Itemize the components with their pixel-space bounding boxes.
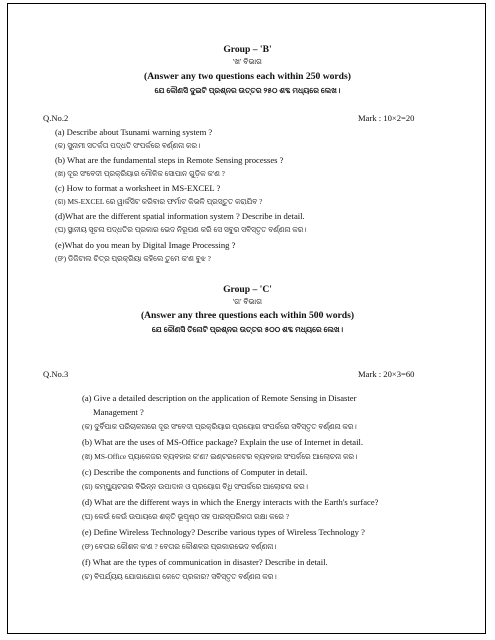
q3b-english: (b) What are the uses of MS-Office package? Explain the use of Internet in detail.: [82, 437, 364, 447]
group-b-instruction: (Answer any two questions each within 250 words): [144, 71, 351, 82]
q3d-odia: (ଘ) କେଉଁ କେଉଁ ଉପାୟରେ ଶକ୍ତି ଭୂପୃଷ୍ଠ ସହ ପାରସ୍ପରିକତା ରକ୍ଷା କରେ ?: [82, 512, 290, 521]
q3a-english: (a) Give a detailed description on the application of Remote Sensing in Disaster: [82, 393, 357, 403]
group-b-title: Group – 'B': [223, 44, 272, 55]
q2-mark: Mark : 10×2=20: [358, 113, 415, 123]
q3b-odia: (ଖ) MS-Office ପ୍ୟାକେଜର ବ୍ୟବହାର କ'ଣ? ଇଣ୍ଟରନେଟର ବ୍ୟବହାର ସଂପର୍କରେ ଆଲୋଚନା କର।: [82, 452, 358, 461]
q3c-english: (c) Describe the components and functions of Computer in detail.: [82, 467, 308, 477]
q3-number: Q.No.3: [43, 369, 69, 379]
q2c-odia: (ଗ) MS-EXCEL ରେ ୱାର୍କସିଟ କରିବାର ଫର୍ମାଟ କିଭଳି ପ୍ରସ୍ତୁତ କରାଯିବ ?: [55, 197, 263, 206]
group-c-title: Group – 'C': [223, 284, 272, 295]
q3e-odia: (ଙ) ବେତାର କୌଶଳ କ'ଣ ? ବେତାର କୌଶଳର ପ୍ରକାରଭେଦ ବର୍ଣ୍ଣନା।: [82, 542, 277, 551]
q3e-english: (e) Define Wireless Technology? Describe various types of Wireless Technology ?: [82, 527, 365, 537]
q3-mark: Mark : 20×3=60: [358, 369, 415, 379]
q2d-english: (d)What are the different spatial information system ? Describe in detail.: [55, 211, 305, 221]
q2b-english: (b) What are the fundamental steps in Remote Sensing processes ?: [55, 155, 284, 165]
q3a-english-cont: Management ?: [93, 407, 144, 417]
q2d-odia: (ଘ) ସ୍ଥାନୀୟ ସୂଚନା ପଦ୍ଧତିର ପ୍ରକାର ଭେଦ ନିରୂପଣ କରି ସେ ସବୁର ସବିସ୍ତୃତ ବର୍ଣ୍ଣନା କର।: [55, 225, 307, 234]
q2c-english: (c) How to format a worksheet in MS-EXCEL ?: [55, 183, 221, 193]
group-c-instruction: (Answer any three questions each within 500 words): [140, 310, 355, 321]
q2a-english: (a) Describe about Tsunami warning system ?: [55, 127, 213, 137]
q3f-english: (f) What are the types of communication in disaster? Describe in detail.: [82, 557, 328, 567]
group-b-subtitle-odia: 'ଖ' ବିଭାଗ: [232, 57, 263, 66]
q2e-english: (e)What do you mean by Digital Image Processing ?: [55, 240, 236, 250]
group-c-subtitle-odia: 'ଗ' ବିଭାଗ: [232, 297, 263, 306]
group-b-instruction-odia: ଯେ କୌଣସି ଦୁଇଟି ପ୍ରଶ୍ନର ଉତ୍ତର ୨୫୦ ଶବ୍ଦ ମଧ୍ୟରେ ଲେଖ।: [154, 86, 341, 95]
q3d-english: (d) What are the different ways in which the Energy interacts with the Earth's surface?: [82, 497, 379, 507]
q3f-odia: (ଚ) ବିପର୍ଯ୍ୟୟ ଯୋଗାଯୋଗ କେତେ ପ୍ରକାର? ସବିସ୍ତୃତ ବର୍ଣ୍ଣନା କର।: [82, 572, 277, 581]
q3a-odia: (କ) ଦୁର୍ବିପାକ ପରିଚାଳନାରେ ଦୂର ସଂବେଦୀ ପ୍ରକ୍ରିୟାର ପ୍ରୟୋଗ ସଂପର୍କରେ ସବିସ୍ତୃତ ବର୍ଣ୍ଣନା କର।: [82, 422, 357, 431]
q2-number: Q.No.2: [43, 113, 69, 123]
group-c-instruction-odia: ଯେ କୌଣସି ତିନୋଟି ପ୍ରଶ୍ନର ଉତ୍ତର ୫୦୦ ଶବ୍ଦ ମଧ୍ୟରେ ଲେଖ।: [151, 325, 344, 334]
q2a-odia: (କ) ସୁନାମୀ ସତର୍କତା ପଦ୍ଧତି ସଂପର୍କରେ ବର୍ଣ୍ଣନା କର।: [55, 141, 201, 150]
q2b-odia: (ଖ) ଦୂର ସଂବେଦୀ ପ୍ରକ୍ରିୟାର ମୌଳିକ ସୋପାନ ଗୁଡ଼ିକ କ'ଣ ?: [55, 169, 225, 178]
q3c-odia: (ଗ) କମ୍ପ୍ୟୁଟରର ବିଭିନ୍ନ ଉପାଦାନ ଓ ପ୍ରୟୋଗ ବିଧି ସଂପର୍କରେ ଆଲୋଚନା କର।: [82, 482, 308, 491]
q2e-odia: (ଙ) ଡିଜିଟାଲ ଚିତ୍ର ପ୍ରକ୍ରିୟା କହିଲେ ତୁମେ କ'ଣ ବୁଝ ?: [55, 254, 211, 263]
